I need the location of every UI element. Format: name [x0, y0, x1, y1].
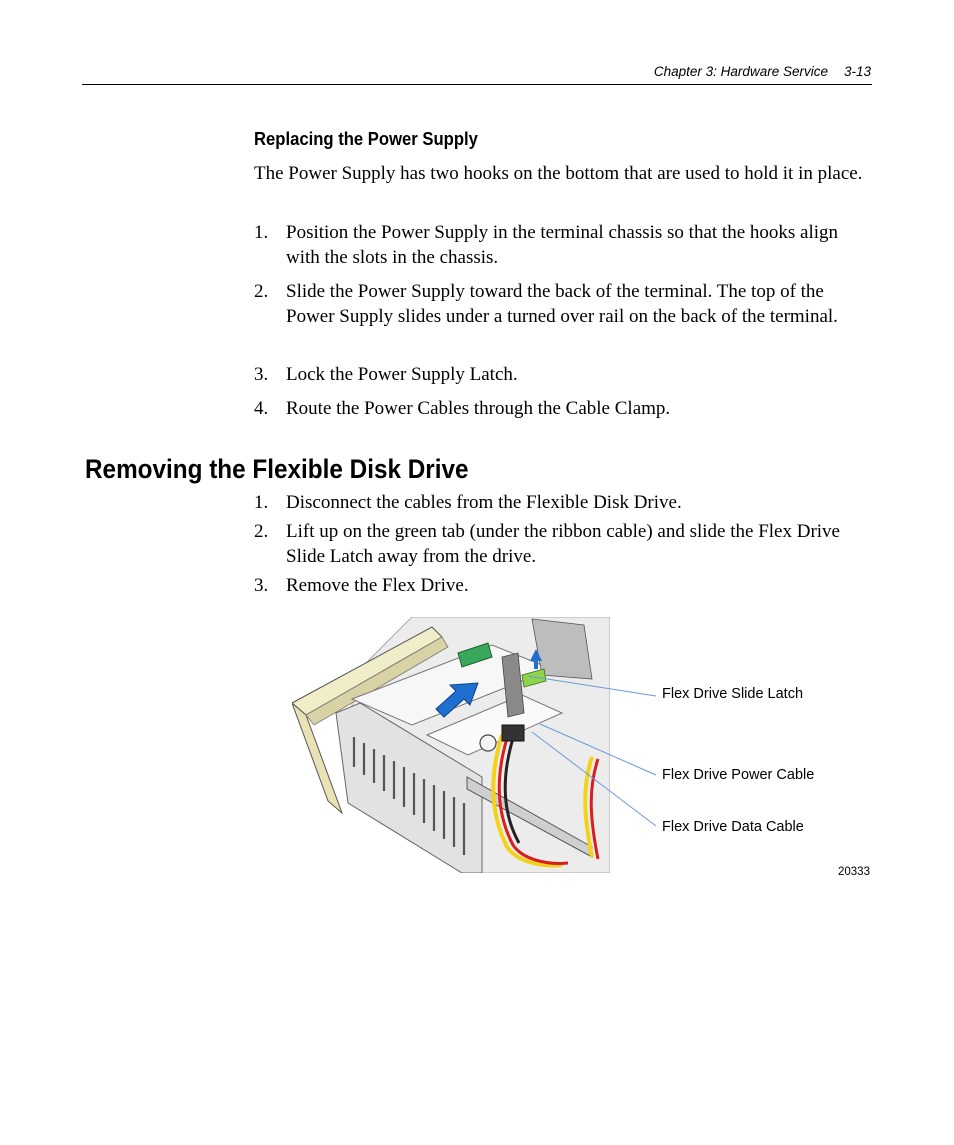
list-text: Lock the Power Supply Latch.: [286, 364, 518, 385]
list-text: Disconnect the cables from the Flexible Disk Drive.: [286, 492, 682, 513]
list-number: 2.: [254, 281, 269, 302]
chapter-label: Chapter 3: Hardware Service: [653, 64, 828, 79]
list-number: 3.: [254, 364, 269, 385]
leader-data-cable: [532, 732, 656, 826]
list-text: Slide the Power Supply toward the back of the terminal. The top of the Power Supply slides under a turned over rail on the back of the terminal.: [286, 281, 838, 327]
list-number: 2.: [254, 521, 269, 542]
leader-power-cable: [540, 724, 656, 775]
callout-flex-drive-slide-latch: Flex Drive Slide Latch: [662, 686, 804, 702]
list-text: Lift up on the green tab (under the ribbon cable) and slide the Flex Drive Slide Latch away from the drive.: [286, 521, 840, 567]
intro-paragraph: The Power Supply has two hooks on the bottom that are used to hold it in place.: [254, 163, 863, 184]
figure-number: 20333: [838, 866, 870, 878]
section-heading-removing-flexible-disk-drive: Removing the Flexible Disk Drive: [85, 454, 469, 484]
list-number: 1.: [254, 222, 269, 243]
list-text: Position the Power Supply in the terminal chassis so that the hooks align with the slots in the chassis.: [286, 222, 839, 268]
section-heading-replacing-power-supply: Replacing the Power Supply: [254, 128, 478, 149]
leader-slide-latch: [528, 676, 656, 696]
list-number: 1.: [254, 492, 269, 513]
list-number: 4.: [254, 398, 269, 419]
callout-flex-drive-power-cable: Flex Drive Power Cable: [662, 767, 815, 783]
list-number: 3.: [254, 575, 269, 596]
list-text: Remove the Flex Drive.: [286, 575, 469, 596]
callout-flex-drive-data-cable: Flex Drive Data Cable: [662, 819, 804, 835]
list-text: Route the Power Cables through the Cable Clamp.: [286, 398, 671, 419]
page-number: 3-13: [843, 64, 871, 79]
